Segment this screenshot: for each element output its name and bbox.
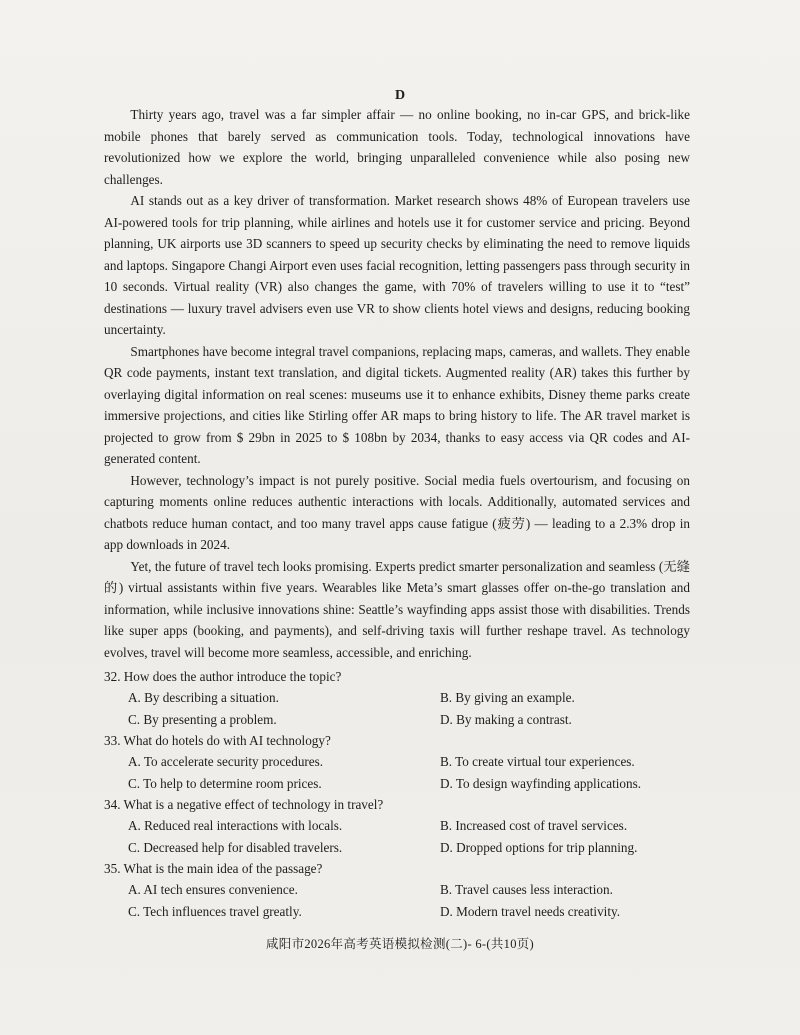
option-d: D. Modern travel needs creativity.: [440, 903, 621, 919]
option-b: B. By giving an example.: [440, 690, 575, 705]
option-c: C. Decreased help for disabled travelers.: [128, 839, 343, 855]
option-row: [104, 815, 690, 837]
question-33: [104, 730, 690, 794]
option-d: D. By making a contrast.: [440, 711, 572, 727]
option-b: B. To create virtual tour experiences.: [440, 754, 635, 769]
section-label: D: [394, 88, 406, 103]
question-34: [104, 794, 690, 858]
option-b: B. Increased cost of travel services.: [440, 818, 628, 833]
option-c: C. By presenting a problem.: [128, 711, 277, 727]
option-a: A. Reduced real interactions with locals.: [128, 818, 343, 833]
option-row: [104, 773, 690, 795]
reading-passage: [104, 104, 690, 663]
option-a: A. AI tech ensures convenience.: [128, 882, 298, 897]
paragraph-4: However, technology’s impact is not purely positive. Social media fuels overtourism, and focusing on capturing moments online reduces authentic interactions with locals. Additionally, automated services and chatbots reduce human contact, and too many travel apps cause fatigue (疲劳) — leading to a 2.3% drop in app downloads in 2024.: [104, 472, 690, 552]
question-stem: 35. What is the main idea of the passage?: [104, 861, 323, 876]
option-c: C. To help to determine room prices.: [128, 775, 322, 791]
paragraph-5: Yet, the future of travel tech looks promising. Experts predict smarter personalization and seamless (无缝的) virtual assistants within five years. Wearables like Meta’s smart glasses offer on-the-go translation and information, while inclusive innovations shine: Seattle’s wayfinding apps assist those with disabilities. Trends like super apps (booking, and payments), and self-driving taxis will further reshape travel. As technology evolves, travel will become more seamless, accessible, and enriching.: [104, 558, 690, 660]
paragraph-1: Thirty years ago, travel was a far simpler affair — no online booking, no in-car GPS, and brick-like mobile phones that barely served as communication tools. Today, technological innovations have revolutionized how we explore the world, bringing unparalleled convenience while also posing new challenges.: [104, 107, 690, 187]
question-32: [104, 666, 690, 730]
option-row: [104, 879, 690, 901]
question-stem: 34. What is a negative effect of technology in travel?: [104, 797, 384, 812]
question-35: [104, 858, 690, 922]
paragraph-3: Smartphones have become integral travel companions, replacing maps, cameras, and wallets. They enable QR code payments, instant text translation, and digital tickets. Augmented reality (AR) takes this further by overlaying digital information on real scenes: museums use it to enhance exhibits, Disney theme parks create immersive projections, and cities like Stirling offer AR maps to bring history to life. The AR travel market is projected to grow from $ 29bn in 2025 to $ 108bn by 2034, thanks to easy access via QR codes and AI-generated content.: [104, 343, 690, 466]
option-row: [104, 709, 690, 731]
option-d: D. Dropped options for trip planning.: [440, 839, 638, 855]
option-row: [104, 837, 690, 859]
question-list: [104, 666, 690, 922]
option-row: [104, 751, 690, 773]
paragraph-2: AI stands out as a key driver of transformation. Market research shows 48% of European travelers use AI-powered tools for trip planning, while airlines and hotels use it for customer service and pricing. Beyond planning, UK airports use 3D scanners to speed up security checks by eliminating the need to remove liquids and laptops. Singapore Changi Airport even uses facial recognition, letting passengers pass through security in 10 seconds. Virtual reality (VR) also changes the game, with 70% of travelers willing to use it to “test” destinations — luxury travel advisers even use VR to show clients hotel views and designs, reducing booking uncertainty.: [104, 193, 690, 337]
option-b: B. Travel causes less interaction.: [440, 882, 613, 897]
option-row: [104, 901, 690, 923]
option-c: C. Tech influences travel greatly.: [128, 903, 302, 919]
page-footer: 咸阳市2026年高考英语模拟检测(二)- 6-(共10页): [265, 937, 535, 951]
question-stem: 33. What do hotels do with AI technology?: [104, 733, 331, 748]
option-d: D. To design wayfinding applications.: [440, 775, 642, 791]
question-stem: 32. How does the author introduce the topic?: [104, 669, 342, 684]
option-a: A. By describing a situation.: [128, 690, 279, 705]
option-row: [104, 687, 690, 709]
option-a: A. To accelerate security procedures.: [128, 754, 324, 769]
